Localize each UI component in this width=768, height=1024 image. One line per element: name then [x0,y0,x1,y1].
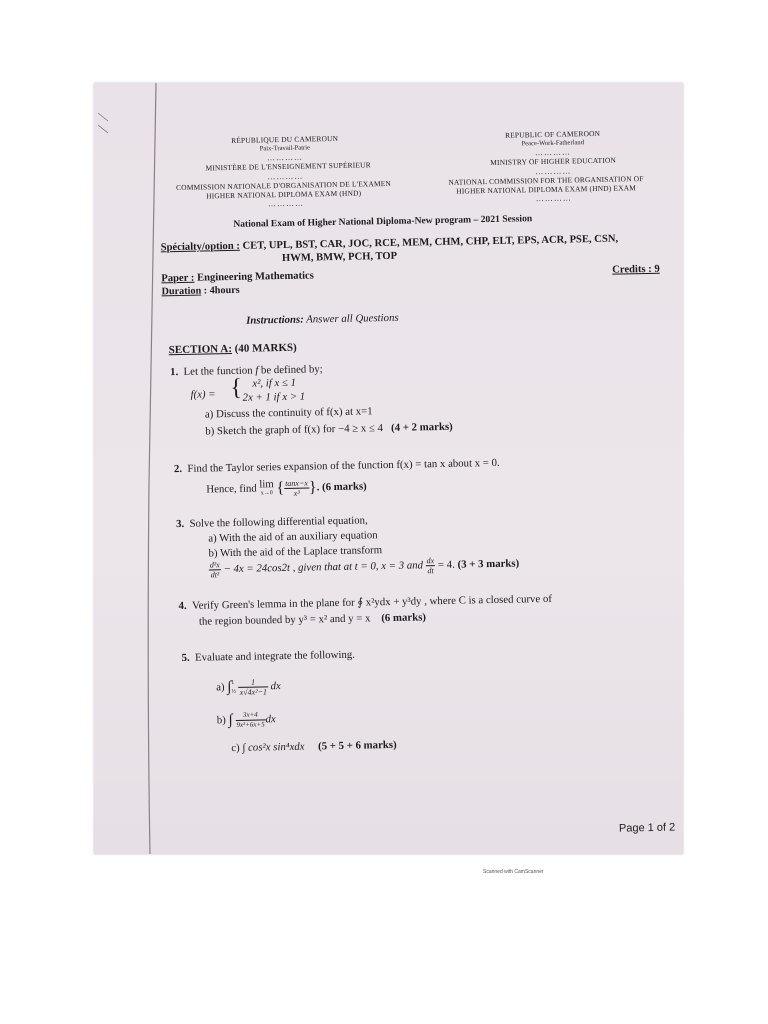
q5-a-limits [231,678,236,696]
paper-content [87,77,691,859]
q3-d2-num: d²x [209,560,220,570]
header-right-ministry: MINISTRY OF HIGHER EDUCATION [490,155,617,167]
q5-c-label: c) [231,741,240,755]
q3-d1-num: dx [426,556,435,566]
q3-part-a: a) With the aid of an auxiliary equation [208,529,378,545]
q4-text-2: the region bounded by y³ = x² and y = x [198,612,371,628]
q5-a-integral: ∫ [227,679,232,696]
q5-part-c [231,739,396,754]
duration-label: Duration [161,285,202,298]
q5-b-num: 3x+4 [235,710,265,721]
instructions [246,312,399,327]
q5-a-fraction [238,677,268,697]
q3-second-derivative [209,560,221,579]
instructions-label: Instructions: [246,313,304,327]
q2-number: 2. [173,462,183,476]
scanner-watermark: Scanned with CamScanner [483,869,544,875]
q3-part-b: b) With the aid of the Laplace transform [208,544,383,560]
q1-intro [170,363,323,378]
q1-text: Let the function [183,364,253,378]
q1-part-a: a) Discuss the continuity of f(x) at x=1 [204,405,373,421]
q2-marks: . (6 marks) [316,480,367,494]
bleed-through-mark [143,823,145,831]
header-left-dots-1: ………… [266,152,304,163]
q4-marks: (6 marks) [381,611,427,625]
q3-text: Solve the following differential equation, [189,514,368,530]
q4-text-1: Verify Green's lemma in the plane for ∮ x²ydx + y³dy , where C is a closed curve of [191,592,553,612]
instructions-value: Answer all Questions [306,311,399,326]
section-marks: (40 MARKS) [234,341,297,355]
section-heading [169,342,297,356]
q1-definition-lhs: f(x) = [190,388,216,401]
header-right-country: REPUBLIC OF CAMEROON [504,128,601,140]
q5-number: 5. [181,651,190,665]
header-left-ministry: MINISTÈRE DE L'ENSEIGNEMENT SUPÉRIEUR [205,160,371,173]
q1-brace: { [230,374,243,402]
paper-value: Engineering Mathematics [196,270,314,284]
duration-line [161,285,239,297]
q1-case-1: x², if x ≤ 1 [252,376,297,390]
header-right-commission-1: NATIONAL COMMISSION FOR THE ORGANISATION OF [448,174,644,187]
q2-text: Find the Taylor series expansion of the function f(x) = tan x about x = 0. [187,456,500,475]
header-right-motto: Peace-Work-Fatherland [521,139,585,148]
q3-number: 3. [175,517,185,531]
q5-b-fraction [235,710,266,730]
q5-line [181,649,355,664]
header-right-dots-1: ………… [534,147,572,158]
section-label: SECTION A: [168,342,233,357]
q5-b-den: 9x²+6x+5 [236,720,265,729]
q5-a-den: x√4x²−1 [239,687,268,697]
q5-a-lim-bot: ½ [231,688,237,695]
duration-value: : 4hours [203,284,240,297]
q1-part-b [205,421,453,438]
q2-hence-text: Hence, find [206,482,257,496]
q3-marks: (3 + 3 marks) [457,557,520,571]
page-number: Page 1 of 2 [618,821,676,835]
q2-fraction [284,479,309,498]
q5-a-dx: dx [270,680,281,693]
q5-b-integral: ∫ [228,712,233,729]
q4-line-1 [178,592,552,612]
exam-title: National Exam of Higher National Diploma-New program – 2021 Session [233,213,533,230]
q5-b-label: b) [216,714,226,727]
q5-a-num: 1 [238,677,267,688]
q2-lim-text: lim [259,477,274,490]
q5-part-a [216,677,281,697]
q5-marks: (5 + 5 + 6 marks) [317,738,397,753]
specialty-line-1: CET, UPL, BST, CAR, JOC, RCE, MEM, CHM, CHP, ELT, EPS, ACR, PSE, CSN, [242,233,619,252]
specialty-label: Spécialty/option : [160,240,240,254]
q3-equation-tail: = 4. [437,558,455,572]
q5-c-expr: ∫ cos²x sin⁴xdx [242,740,305,754]
q4-number: 4. [178,599,187,613]
header-right-dots-3: ………… [535,193,572,204]
q3-d1-den: dt [427,566,434,576]
q2-lim-sub: x→0 [260,489,273,496]
q3-line [176,514,368,530]
q5-a-lim-top: 1 [231,679,235,686]
header-left-commission-2: HIGHER NATIONAL DIPLOMA EXAM (HND) [206,188,362,201]
q1-marks: (4 + 2 marks) [390,420,453,434]
q1-number: 1. [169,366,179,379]
header-left-dots-2: ………… [267,171,304,182]
header-left-dots-3: ………… [267,198,304,209]
q5-a-label: a) [216,681,225,694]
q1-function-name: f [255,364,259,377]
q3-d2-den: dt² [210,570,220,580]
q4-line-2 [199,611,426,627]
q1-text-2: be defined by; [260,363,323,377]
specialty-line-2: HWM, BMW, PCH, TOP [281,250,398,265]
header-right-dots-2: ………… [535,166,572,177]
header-left-commission-1: COMMISSION NATIONALE D'ORGANISATION DE L'EXAMEN [176,178,392,193]
header-left-motto: Paix-Travail-Patrie [259,144,311,153]
q2-frac-num: tanx−x [285,478,308,488]
q1-part-b-text: b) Sketch the graph of f(x) for −4 ≥ x ≤ 4 [205,422,384,438]
q5-part-b [217,710,276,730]
q2-line [174,457,500,475]
q2-frac-den: x³ [293,488,300,498]
q1-case-2: 2x + 1 if x > 1 [242,390,306,404]
q3-equation-text: − 4x = 24cos2t , given that at t = 0, x = 3 and [223,559,424,576]
q5-text: Evaluate and integrate the following. [194,648,356,664]
paper-line [161,270,314,284]
credits: Credits : 9 [612,263,660,276]
paper-label: Paper : [161,272,195,285]
header-right-commission-2: HIGHER NATIONAL DIPLOMA EXAM (HND) EXAM [456,183,637,196]
q3-first-derivative [426,556,436,575]
q2-limit [259,477,274,498]
header-left-country: RÉPUBLIQUE DU CAMEROUN [231,133,339,145]
q2-hence: Hence, find lim x→0 { $\frac{\tan x-x}{\text{x³}}$ }. (6 marks) [206,477,367,498]
q5-b-dx: dx [265,713,276,726]
